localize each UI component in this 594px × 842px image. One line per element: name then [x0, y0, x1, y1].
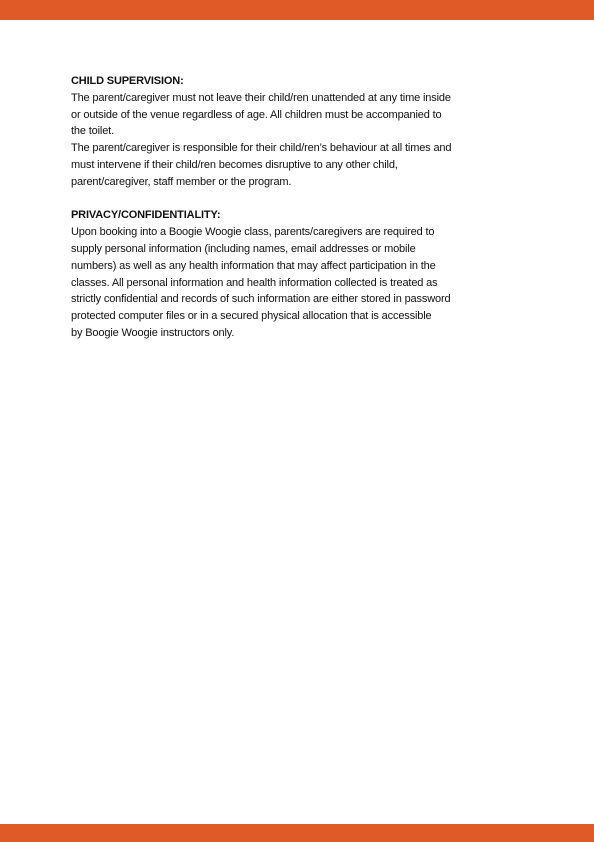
text-line: protected computer files or in a secured physical allocation that is accessible — [71, 310, 432, 323]
text-line: The parent/caregiver is responsible for their child/ren’s behaviour at all times and — [71, 142, 452, 155]
text-line: the toilet. — [71, 125, 114, 138]
section-heading: PRIVACY/CONFIDENTIALITY: — [71, 209, 221, 222]
section-heading: CHILD SUPERVISION: — [71, 75, 184, 87]
top-accent-band — [0, 0, 594, 20]
text-line: strictly confidential and records of such information are either stored in password — [71, 293, 451, 306]
text-line: supply personal information (including names, email addresses or mobile — [71, 242, 416, 255]
section-child-supervision — [71, 73, 531, 191]
paragraph — [71, 140, 531, 190]
bottom-accent-band — [0, 824, 594, 842]
text-line: must intervene if their child/ren becomes disruptive to any other child, — [71, 158, 398, 171]
text-line: or outside of the venue regardless of age. All children must be accompanied to — [71, 108, 442, 121]
text-line: by Boogie Woogie instructors only. — [71, 326, 235, 339]
text-line: Upon booking into a Boogie Woogie class, parents/caregivers are required to — [71, 226, 435, 239]
section-privacy-confidentiality — [71, 207, 531, 341]
paragraph — [71, 90, 531, 140]
text-line: classes. All personal information and health information collected is treated as — [71, 276, 438, 289]
text-line: numbers) as well as any health information that may affect participation in the — [71, 259, 436, 272]
text-line: The parent/caregiver must not leave their child/ren unattended at any time inside — [71, 91, 451, 104]
paragraph — [71, 224, 531, 342]
document-body — [71, 73, 531, 359]
text-line: parent/caregiver, staff member or the program. — [71, 175, 292, 188]
